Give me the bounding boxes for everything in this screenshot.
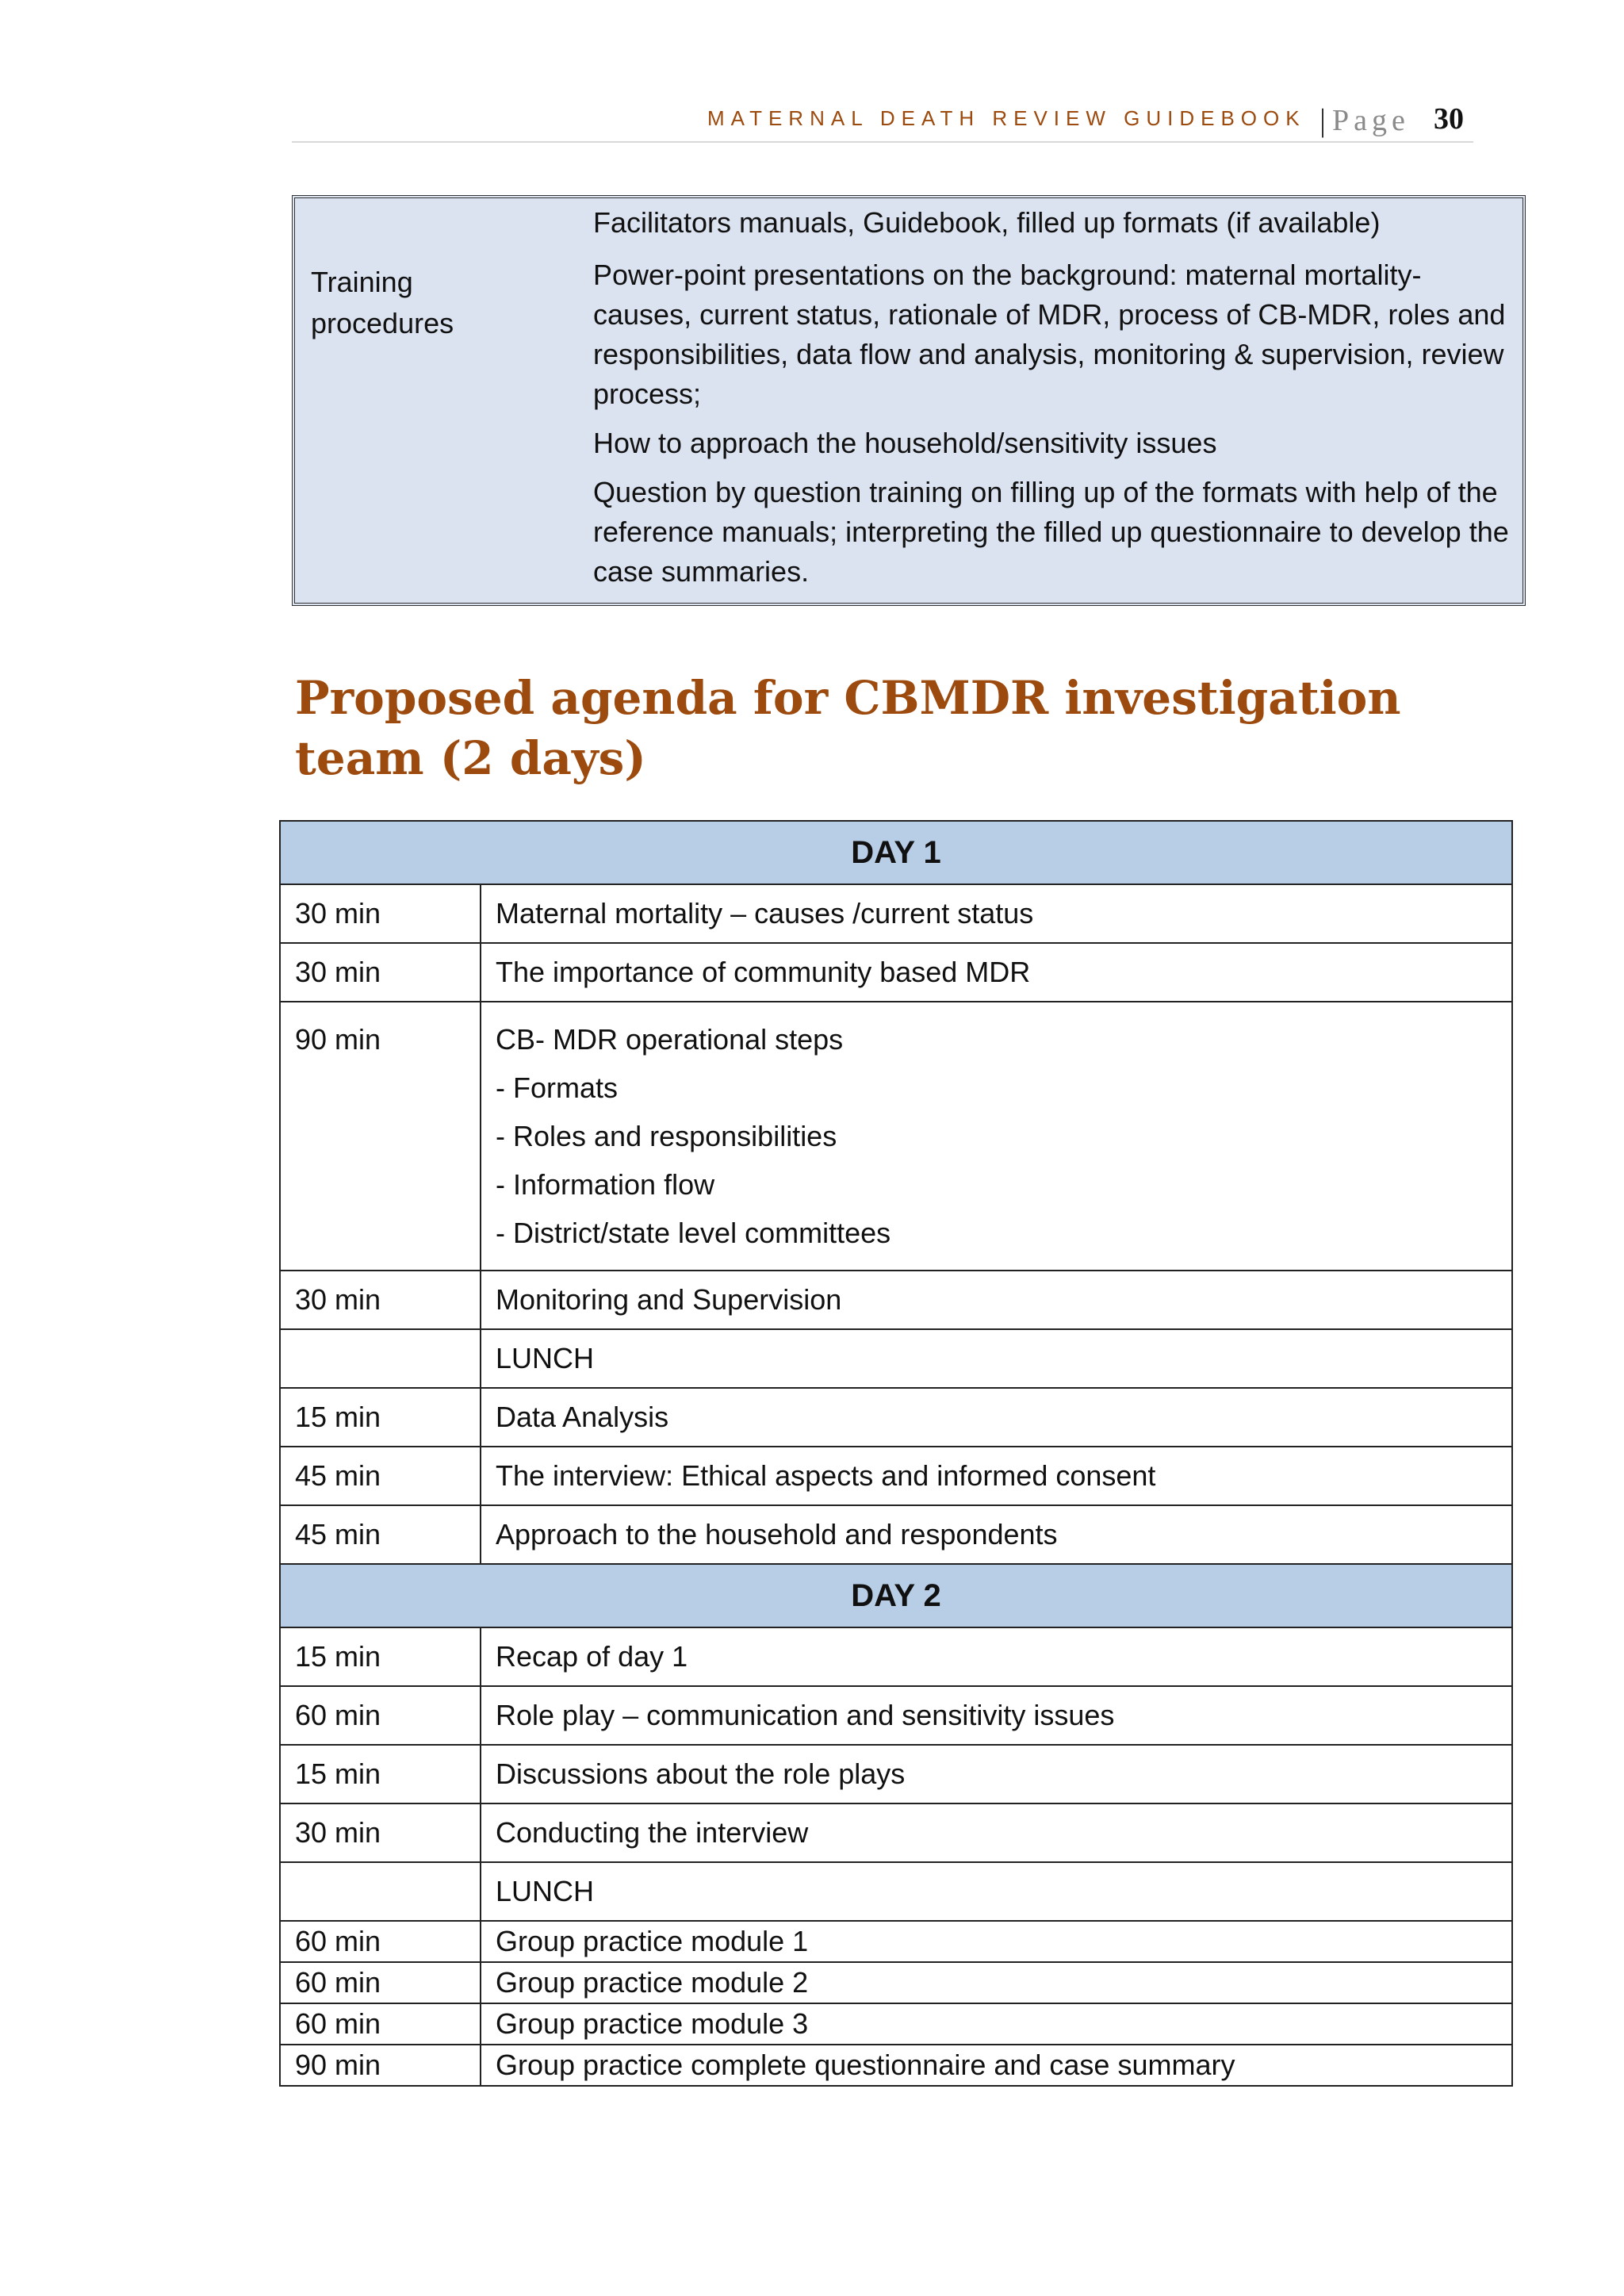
duration-cell: [280, 1329, 481, 1388]
header-separator: |: [1320, 102, 1327, 138]
table-row: [280, 2045, 1512, 2086]
table-row: [280, 1627, 1512, 1686]
training-label-line2: procedures: [311, 307, 454, 339]
table-row: [280, 1803, 1512, 1862]
topic-cell: Data Analysis: [481, 1388, 1512, 1447]
table-row: [280, 1686, 1512, 1745]
table-row: [280, 1271, 1512, 1329]
section-title: Proposed agenda for CBMDR investigation team (2 days): [295, 671, 1401, 785]
training-procedures-box: [292, 195, 1526, 606]
topic-cell: Role play – communication and sensitivity issues: [481, 1686, 1512, 1745]
table-row: [280, 1862, 1512, 1921]
table-row: [280, 1745, 1512, 1803]
topic-cell: The importance of community based MDR: [481, 943, 1512, 1002]
header-title: MATERNAL DEATH REVIEW GUIDEBOOK: [707, 106, 1306, 130]
duration-cell: [280, 1862, 481, 1921]
training-item: How to approach the household/sensitivity issues: [593, 427, 1217, 459]
duration-cell: [280, 1002, 481, 1271]
duration-cell: 30 min: [280, 1271, 481, 1329]
duration-cell: 30 min: [280, 884, 481, 943]
duration-text: 90 min: [295, 1023, 381, 1056]
topic-subitem: - Information flow: [496, 1168, 715, 1201]
training-item: Power-point presentations on the background: maternal mortality-causes, current status, rationale of MDR, process of CB-MDR, roles and responsibilities, data flow and analysis, monitoring & supervision, review process;: [593, 259, 1506, 410]
table-row: [280, 1505, 1512, 1564]
topic-cell: Maternal mortality – causes /current status: [481, 884, 1512, 943]
page-header: [292, 102, 1473, 143]
table-row: [280, 943, 1512, 1002]
duration-cell: 60 min: [280, 2003, 481, 2045]
topic-cell: Group practice module 1: [481, 1921, 1512, 1962]
topic-cell: Monitoring and Supervision: [481, 1271, 1512, 1329]
topic-cell: LUNCH: [481, 1862, 1512, 1921]
topic-cell: Group practice module 2: [481, 1962, 1512, 2003]
day-2-header: DAY 2: [280, 1564, 1512, 1627]
training-label-line1: Training: [311, 266, 413, 298]
duration-cell: 15 min: [280, 1388, 481, 1447]
table-row: [280, 1447, 1512, 1505]
topic-cell: Group practice complete questionnaire and case summary: [481, 2045, 1512, 2086]
page-number: 30: [1434, 102, 1464, 136]
topic-text: CB- MDR operational steps: [496, 1023, 844, 1056]
duration-cell: 60 min: [280, 1921, 481, 1962]
topic-cell: Conducting the interview: [481, 1803, 1512, 1862]
table-row: [280, 1921, 1512, 1962]
training-procedures-label: [311, 262, 454, 344]
table-row: [280, 884, 1512, 943]
duration-cell: 15 min: [280, 1627, 481, 1686]
training-items: [593, 203, 1513, 601]
duration-cell: 15 min: [280, 1745, 481, 1803]
day-header-row: [280, 821, 1512, 884]
training-item: Facilitators manuals, Guidebook, filled up formats (if available): [593, 206, 1381, 239]
duration-cell: 90 min: [280, 2045, 481, 2086]
duration-cell: 60 min: [280, 1686, 481, 1745]
topic-cell: Discussions about the role plays: [481, 1745, 1512, 1803]
day-1-header: DAY 1: [280, 821, 1512, 884]
topic-cell: LUNCH: [481, 1329, 1512, 1388]
table-row: [280, 1002, 1512, 1271]
table-row: [280, 2003, 1512, 2045]
training-item: Question by question training on filling up of the formats with help of the reference manuals; interpreting the filled up questionnaire to develop the case summaries.: [593, 476, 1509, 588]
day-header-row: [280, 1564, 1512, 1627]
topic-cell: [481, 1002, 1512, 1271]
topic-subitem: - Formats: [496, 1071, 619, 1104]
table-row: [280, 1962, 1512, 2003]
duration-cell: 45 min: [280, 1447, 481, 1505]
topic-cell: The interview: Ethical aspects and informed consent: [481, 1447, 1512, 1505]
topic-cell: Recap of day 1: [481, 1627, 1512, 1686]
duration-cell: 30 min: [280, 943, 481, 1002]
topic-cell: Approach to the household and respondents: [481, 1505, 1512, 1564]
table-row: [280, 1388, 1512, 1447]
duration-cell: 30 min: [280, 1803, 481, 1862]
topic-cell: Group practice module 3: [481, 2003, 1512, 2045]
duration-cell: 60 min: [280, 1962, 481, 2003]
topic-subitem: - Roles and responsibilities: [496, 1120, 837, 1152]
table-row: [280, 1329, 1512, 1388]
header-page-label: Page: [1332, 104, 1410, 137]
agenda-table: [279, 820, 1513, 2087]
topic-subitem: - District/state level committees: [496, 1217, 891, 1249]
duration-cell: 45 min: [280, 1505, 481, 1564]
